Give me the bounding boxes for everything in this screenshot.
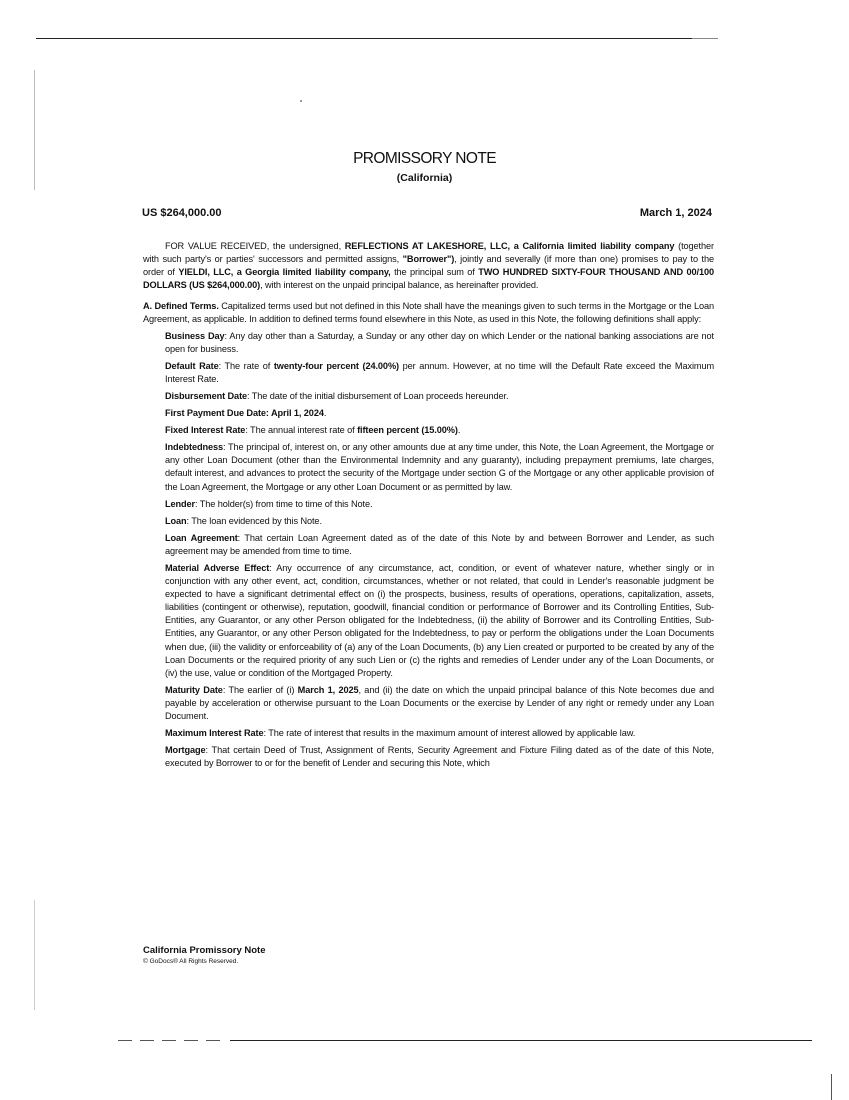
scan-rule-bottom (230, 1040, 812, 1041)
default-rate-value: twenty-four percent (24.00%) (273, 360, 399, 371)
definition-text: : The loan evidenced by this Note. (186, 515, 322, 526)
definition-term: Loan Agreement (165, 532, 238, 543)
note-body (143, 240, 714, 774)
definition-loan (165, 515, 714, 528)
definition-text: : The rate of (218, 360, 274, 371)
definition-mortgage (165, 744, 714, 770)
definition-term: Maximum Interest Rate (165, 728, 264, 739)
definition-text: per annum. However, at no time will the Default Rate exceed the Maximum Interest Rate. (165, 360, 715, 384)
definition-text: . (323, 408, 327, 419)
definitions-list (143, 330, 714, 771)
definition-term: Mortgage (165, 745, 206, 756)
principal-words: TWO HUNDRED SIXTY-FOUR THOUSAND AND 00/100 DOLLARS (US $264,000.00) (143, 267, 714, 291)
definition-maturity-date (165, 684, 714, 723)
definition-text: : That certain Deed of Trust, Assignment of Rents, Security Agreement and Fixture Filing dated as of the date of this Note, executed by Borrower to or for the benefit of Lender and securing this Note, which (165, 745, 714, 769)
borrower-label: "Borrower") (402, 254, 455, 265)
definition-disbursement-date (165, 390, 714, 403)
definition-text: : Any occurrence of any circumstance, act, condition, or event of whatever nature, whether singly or in conjunction with any other event, act, condition, circumstances, whether or not related, that could in Lender's reasonable judgment be expected to have a significant detrimental effect on (i) the prospects, business, results of operations, operations, capitalization, assets, liabilities (contingent or otherwise), reputation, goodwill, financial condition or performance of Borrower and its Controlling Entities, Sub-Entities, any Guarantor, or any other Person obligated for the Indebtedness, (ii) the ability of Borrower and its Controlling Entities, Sub-Entities, any Guarantor, or any other Person obligated for the Indebtedness, to pay or perform the obligations under the Loan Documents when due, (iii) the validity or enforceability of (a) any of the Loan Documents, (b) any Lien created or purported to be created by any of the Loan Documents or the required priority of any such Lien or (c) the rights and remedies of Lender under any of the Loan Documents, or (iv) the use, value or condition of the Mortgaged Property. (165, 562, 714, 678)
section-a-heading: A. Defined Terms. (143, 301, 219, 312)
intro-text-2: (together with such party's or parties' successors and permitted assigns, (143, 241, 714, 265)
definition-text: , and (ii) the date on which the unpaid principal balance of this Note becomes due and payable by acceleration or otherwise pursuant to the Loan Documents or the exercise by Lender of any right or remedy under any Loan Document. (165, 684, 714, 721)
intro-text-3: , jointly and severally (if more than one) promises to pay to the order of (143, 254, 714, 278)
scan-rule-top-fade (692, 38, 718, 39)
definition-text: . (457, 425, 461, 436)
definition-fixed-rate (165, 424, 714, 437)
definition-term: Indebtedness (165, 442, 224, 453)
section-a (143, 300, 714, 326)
borrower-name: REFLECTIONS AT LAKESHORE, LLC, a California limited liability company (344, 241, 675, 251)
fixed-rate-value: fifteen percent (15.00%) (357, 425, 458, 436)
document-subtitle: (California) (396, 172, 453, 184)
scan-edge-right (831, 1074, 832, 1100)
definition-term: Fixed Interest Rate (165, 425, 246, 436)
definition-term: Lender (165, 498, 196, 509)
definition-term: Default Rate (165, 360, 219, 371)
definition-material-adverse-effect (165, 562, 714, 680)
definition-indebtedness (165, 441, 714, 493)
definition-term: Disbursement Date (165, 390, 248, 401)
intro-text-5: , with interest on the unpaid principal balance, as hereinafter provided. (260, 280, 539, 291)
intro-text-1: FOR VALUE RECEIVED, the undersigned, (165, 241, 345, 251)
definition-text: : Any day other than a Saturday, a Sunday or any other day on which Lender or the national banking associations are not open for business. (165, 330, 714, 354)
definition-first-payment (165, 407, 714, 420)
note-date: March 1, 2024 (639, 207, 712, 219)
definition-text: : The earlier of (i) (222, 684, 298, 695)
definition-loan-agreement (165, 532, 714, 558)
definition-term: First Payment Due Date: April 1, 2024 (165, 408, 324, 419)
definition-term: Maturity Date (165, 684, 223, 695)
definition-lender (165, 498, 714, 511)
definition-text: : The principal of, interest on, or any other amounts due at any time under, this Note, the Loan Agreement, the Mortgage or any other Loan Document (other than the Environmental Indemnity and any guaranty), including prepayment premiums, late charges, default interest, and advances to protect the security of the Mortgage under section G of the Mortgage or any other applicable provision of the Loan Agreement, the Mortgage or any other Loan Document or as permitted by law. (165, 442, 714, 492)
definition-text: : The holder(s) from time to time of this Note. (195, 498, 373, 509)
section-a-text: Capitalized terms used but not defined in this Note shall have the meanings given to such terms in the Mortgage or the Loan Agreement, as applicable. In addition to defined terms found elsewhere in this Note, as used in this Note, the following definitions shall apply: (143, 301, 714, 325)
scan-rule-top (36, 38, 692, 39)
maturity-date-value: March 1, 2025 (297, 684, 359, 695)
definition-maximum-interest-rate (165, 727, 714, 740)
footer-title: California Promissory Note (143, 945, 266, 956)
definition-term: Loan (165, 515, 187, 526)
lender-name: YIELDI, LLC, a Georgia limited liability company, (178, 267, 391, 278)
document-title: PROMISSORY NOTE (353, 150, 496, 167)
definition-text: : The date of the initial disbursement of Loan proceeds hereunder. (247, 390, 509, 401)
definition-text: : The annual interest rate of (245, 425, 358, 436)
scan-speck (300, 100, 302, 102)
intro-text-4: the principal sum of (390, 267, 479, 278)
definition-term: Business Day (165, 330, 225, 341)
definition-business-day (165, 330, 714, 356)
footer-copyright: © GoDocs® All Rights Reserved. (143, 958, 239, 965)
definition-text: : That certain Loan Agreement dated as of the date of this Note by and between Borrower and Lender, as such agreement may be amended from time to time. (165, 532, 714, 556)
scan-rule-bottom-dashed (118, 1040, 226, 1041)
principal-amount: US $264,000.00 (142, 207, 222, 219)
definition-default-rate (165, 360, 714, 386)
scan-edge-left-lower (34, 900, 35, 1010)
definition-term: Material Adverse Effect (165, 562, 270, 573)
page-footer (143, 945, 265, 965)
definition-text: : The rate of interest that results in the maximum amount of interest allowed by applicable law. (263, 728, 636, 739)
intro-paragraph (143, 240, 714, 292)
